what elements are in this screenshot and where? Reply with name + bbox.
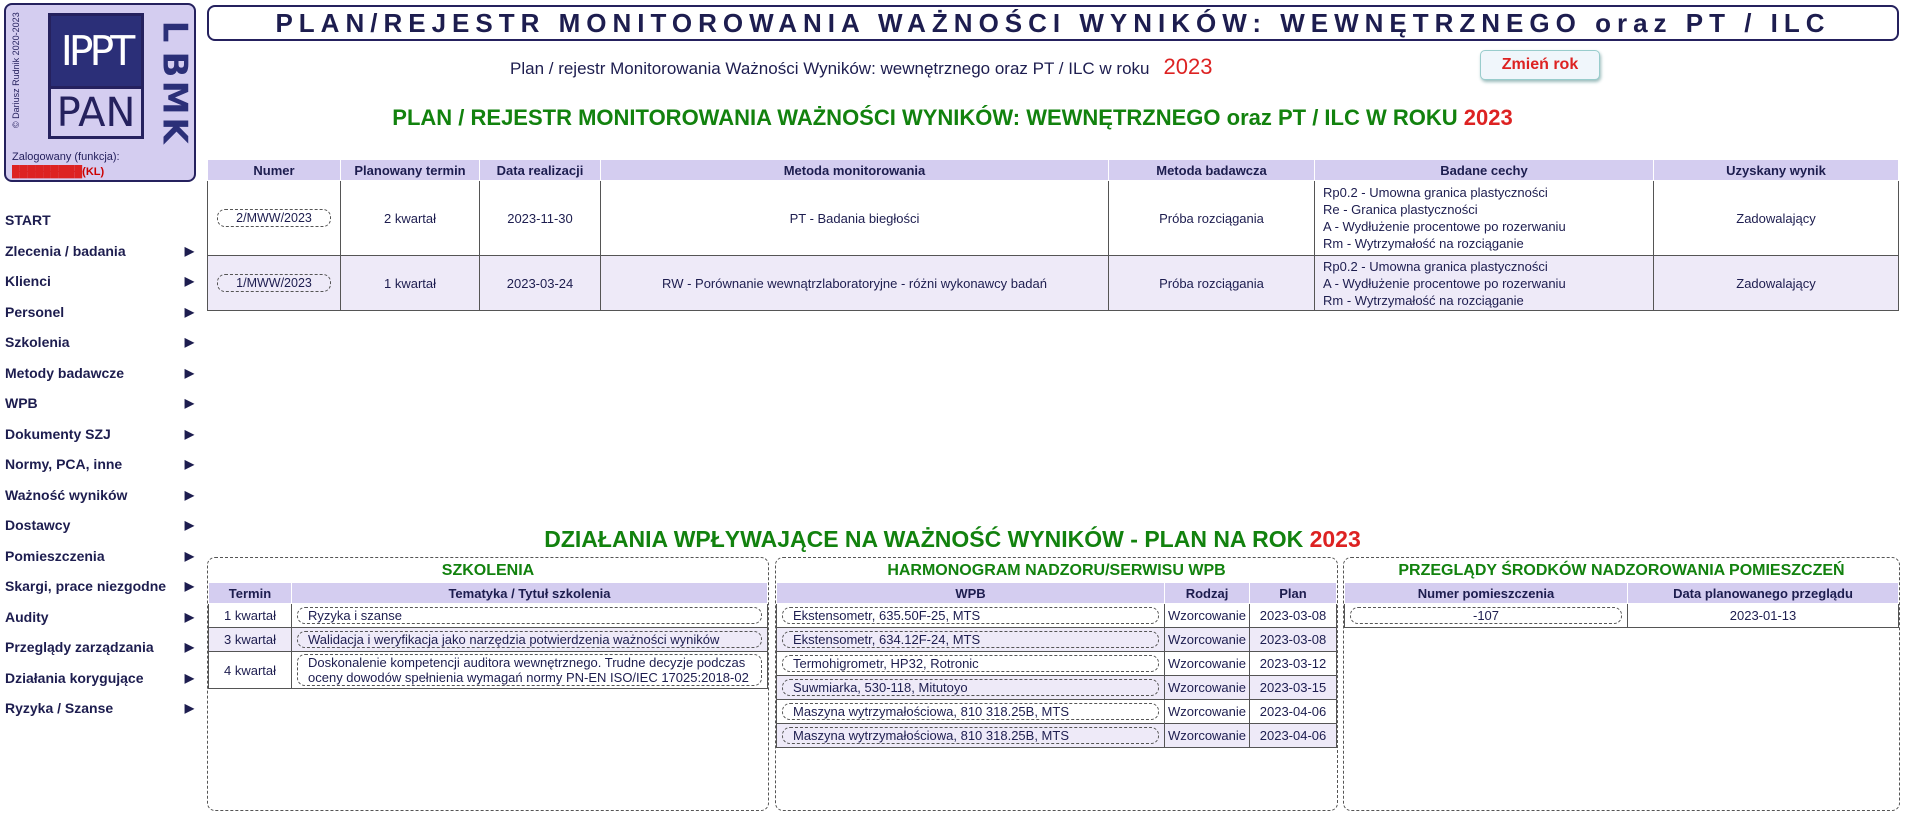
table-row (209, 604, 768, 628)
menu-item[interactable] (0, 236, 200, 267)
tested-feature: A - Wydłużenie procentowe po rozerwaniu (1323, 275, 1566, 291)
tested-feature: Rm - Wytrzymałość na rozciąganie (1323, 236, 1524, 251)
pan-text: PAN (56, 89, 136, 136)
wpb-type-cell: Wzorcowanie (1165, 652, 1250, 676)
tested-feature: Rp0.2 - Umowna granica plastyczności (1323, 185, 1548, 200)
menu-item-label: Audity (5, 608, 49, 625)
menu-item-label: Dostawcy (5, 517, 71, 534)
menu-item-label: Personel (5, 303, 65, 320)
submenu-arrow-icon: ▶ (184, 365, 194, 380)
table-row (777, 724, 1337, 748)
change-year-button[interactable]: Zmień rok (1480, 50, 1600, 80)
menu-item-label: START (5, 212, 51, 229)
wpb-plan-cell: 2023-03-12 (1250, 652, 1337, 676)
training-panel (207, 557, 769, 811)
submenu-arrow-icon: ▶ (184, 426, 194, 441)
menu-item[interactable] (0, 632, 200, 663)
training-term-cell: 4 kwartał (209, 652, 292, 689)
submenu-arrow-icon: ▶ (184, 609, 194, 624)
wpb-cell (777, 604, 1165, 628)
table-row (777, 676, 1337, 700)
training-title: SZKOLENIA (441, 562, 535, 579)
wpb-plan-cell: 2023-03-08 (1250, 604, 1337, 628)
wpb-title: HARMONOGRAM NADZORU/SERWISU WPB (887, 562, 1226, 579)
rooms-panel (1343, 557, 1900, 811)
submenu-arrow-icon: ▶ (184, 548, 194, 563)
wpb-link[interactable]: Maszyna wytrzymałościowa, 810 318.25B, MTS (782, 703, 1159, 720)
col-header: Numer pomieszczenia (1345, 583, 1628, 604)
tested-feature: Rp0.2 - Umowna granica plastyczności (1323, 258, 1548, 274)
wpb-cell (777, 628, 1165, 652)
copyright-text: © Dariusz Rudnik 2020-2023 (11, 12, 21, 128)
menu-item[interactable] (0, 480, 200, 511)
menu-item-label: Metody badawcze (5, 364, 125, 381)
wpb-type-cell: Wzorcowanie (1165, 676, 1250, 700)
user-role: (KL) (82, 166, 105, 178)
table-row (209, 652, 768, 689)
training-topic-link[interactable]: Walidacja i weryfikacja jako narzędzia potwierdzenia ważności wyników (297, 631, 762, 648)
planned-term-cell: 1 kwartał (341, 256, 480, 311)
result-cell: Zadowalający (1654, 256, 1899, 311)
monitoring-table (207, 159, 1899, 311)
training-topic-link[interactable]: Doskonalenie kompetencji auditora wewnętrznego. Trudne decyzje podczas oceny dowodów spełnienia wymagań normy PN-EN ISO/IEC 17025:2018-02 (297, 654, 762, 686)
menu-item-label: Zlecenia / badania (5, 242, 126, 259)
actions-heading-year: 2023 (1309, 526, 1361, 552)
menu-item[interactable] (0, 419, 200, 450)
wpb-link[interactable]: Suwmiarka, 530-118, Mitutoyo (782, 679, 1159, 696)
review-date-cell: 2023-01-13 (1628, 604, 1899, 628)
sidebar-menu (0, 205, 200, 724)
col-header: Badane cechy (1315, 160, 1654, 181)
subtitle-text: Plan / rejestr Monitorowania Ważności Wyników: wewnętrznego oraz PT / ILC w roku (510, 59, 1150, 78)
submenu-arrow-icon: ▶ (184, 701, 194, 716)
training-topic-cell (292, 628, 768, 652)
training-table (208, 582, 768, 689)
col-header: Data realizacji (480, 160, 601, 181)
wpb-cell (777, 724, 1165, 748)
lbmk-letter: L (154, 20, 195, 43)
test-method-cell: Próba rozciągania (1109, 181, 1315, 256)
table-row (777, 700, 1337, 724)
menu-item-label: Normy, PCA, inne (5, 456, 123, 473)
menu-item[interactable] (0, 602, 200, 633)
submenu-arrow-icon: ▶ (184, 487, 194, 502)
tested-feature: A - Wydłużenie procentowe po rozerwaniu (1323, 219, 1566, 234)
col-header: Tematyka / Tytuł szkolenia (292, 583, 768, 604)
menu-item[interactable] (0, 693, 200, 724)
record-number-link[interactable]: 2/MWW/2023 (217, 209, 331, 227)
wpb-plan-cell: 2023-04-06 (1250, 700, 1337, 724)
tested-features-cell (1315, 256, 1654, 311)
tested-features-cell (1315, 181, 1654, 256)
menu-item-label: Pomieszczenia (5, 547, 105, 564)
login-label: Zalogowany (funkcja): (12, 151, 120, 163)
menu-item[interactable] (0, 327, 200, 358)
wpb-type-cell: Wzorcowanie (1165, 628, 1250, 652)
ippt-text: IPPT (51, 16, 141, 89)
col-header: Uzyskany wynik (1654, 160, 1899, 181)
menu-item[interactable] (0, 297, 200, 328)
realization-date-cell: 2023-03-24 (480, 256, 601, 311)
submenu-arrow-icon: ▶ (184, 670, 194, 685)
wpb-type-cell: Wzorcowanie (1165, 604, 1250, 628)
user-name: █████████ (12, 166, 83, 178)
col-header: Data planowanego przeglądu (1628, 583, 1899, 604)
number-cell (208, 181, 341, 256)
logged-user (12, 166, 104, 178)
lbmk-letter: K (154, 117, 195, 144)
planned-term-cell: 2 kwartał (341, 181, 480, 256)
lbmk-letter: B (154, 51, 195, 78)
submenu-arrow-icon: ▶ (184, 518, 194, 533)
page-title: PLAN/REJESTR MONITOROWANIA WAŻNOŚCI WYNIKÓW: WEWNĘTRZNEGO oraz PT / ILC (207, 5, 1899, 41)
submenu-arrow-icon: ▶ (184, 579, 194, 594)
monitoring-method-cell: RW - Porównanie wewnątrzlaboratoryjne - różni wykonawcy badań (601, 256, 1109, 311)
wpb-table (776, 582, 1337, 748)
rooms-title: PRZEGLĄDY ŚRODKÓW NADZOROWANIA POMIESZCZEŃ (1398, 562, 1845, 579)
col-header: Metoda monitorowania (601, 160, 1109, 181)
table-row (777, 652, 1337, 676)
actions-heading-text: DZIAŁANIA WPŁYWAJĄCE NA WAŻNOŚĆ WYNIKÓW - PLAN NA ROK (544, 526, 1304, 552)
col-header: Rodzaj (1165, 583, 1250, 604)
menu-item-label: Przeglądy zarządzania (5, 639, 154, 656)
room-number-cell (1345, 604, 1628, 628)
tested-feature: Re - Granica plastyczności (1323, 202, 1478, 217)
training-term-cell: 3 kwartał (209, 628, 292, 652)
col-header: Planowany termin (341, 160, 480, 181)
monitoring-method-cell: PT - Badania biegłości (601, 181, 1109, 256)
wpb-link[interactable]: Maszyna wytrzymałościowa, 810 318.25B, MTS (782, 727, 1159, 744)
subtitle-year: 2023 (1163, 54, 1213, 79)
wpb-type-cell: Wzorcowanie (1165, 724, 1250, 748)
menu-item-label: Działania korygujące (5, 669, 144, 686)
col-header: Plan (1250, 583, 1337, 604)
submenu-arrow-icon: ▶ (184, 274, 194, 289)
col-header: Metoda badawcza (1109, 160, 1315, 181)
register-heading (0, 105, 1905, 131)
lbmk-letter: M (154, 80, 195, 115)
submenu-arrow-icon: ▶ (184, 335, 194, 350)
wpb-cell (777, 700, 1165, 724)
submenu-arrow-icon: ▶ (184, 457, 194, 472)
submenu-arrow-icon: ▶ (184, 640, 194, 655)
menu-item[interactable] (0, 266, 200, 297)
menu-item[interactable] (0, 571, 200, 602)
wpb-panel (775, 557, 1338, 811)
wpb-type-cell: Wzorcowanie (1165, 700, 1250, 724)
record-number-link[interactable]: 1/MWW/2023 (217, 274, 331, 292)
wpb-plan-cell: 2023-04-06 (1250, 724, 1337, 748)
wpb-link[interactable]: Ekstensometr, 634.12F-24, MTS (782, 631, 1159, 648)
table-row (209, 628, 768, 652)
table-row (777, 628, 1337, 652)
col-header: Termin (209, 583, 292, 604)
wpb-link[interactable]: Termohigrometr, HP32, Rotronic (782, 655, 1159, 672)
menu-item-label: Szkolenia (5, 334, 70, 351)
table-row (208, 256, 1899, 311)
actions-heading (0, 526, 1905, 553)
realization-date-cell: 2023-11-30 (480, 181, 601, 256)
test-method-cell: Próba rozciągania (1109, 256, 1315, 311)
menu-item-label: WPB (5, 395, 38, 412)
submenu-arrow-icon: ▶ (184, 243, 194, 258)
menu-item-label: Klienci (5, 273, 51, 290)
menu-item-label: Dokumenty SZJ (5, 425, 111, 442)
lab-logo (4, 3, 196, 182)
submenu-arrow-icon: ▶ (184, 304, 194, 319)
col-header: WPB (777, 583, 1165, 604)
menu-item[interactable] (0, 358, 200, 389)
training-topic-cell (292, 604, 768, 628)
result-cell: Zadowalający (1654, 181, 1899, 256)
wpb-cell (777, 652, 1165, 676)
page-subtitle (510, 54, 1212, 80)
register-heading-text: PLAN / REJESTR MONITOROWANIA WAŻNOŚCI WYNIKÓW: WEWNĘTRZNEGO oraz PT / ILC W ROKU (392, 105, 1458, 130)
register-heading-year: 2023 (1463, 105, 1513, 130)
wpb-link[interactable]: Ekstensometr, 635.50F-25, MTS (782, 607, 1159, 624)
room-number-link[interactable]: -107 (1350, 607, 1622, 624)
menu-item[interactable] (0, 449, 200, 480)
wpb-plan-cell: 2023-03-08 (1250, 628, 1337, 652)
submenu-arrow-icon: ▶ (184, 396, 194, 411)
wpb-cell (777, 676, 1165, 700)
training-topic-link[interactable]: Ryzyka i szanse (297, 607, 762, 624)
table-row (208, 181, 1899, 256)
table-row (777, 604, 1337, 628)
number-cell (208, 256, 341, 311)
training-topic-cell (292, 652, 768, 689)
rooms-table (1344, 582, 1899, 628)
tested-feature: Rm - Wytrzymałość na rozciąganie (1323, 292, 1524, 308)
menu-item[interactable] (0, 663, 200, 694)
table-row (1345, 604, 1899, 628)
wpb-plan-cell: 2023-03-15 (1250, 676, 1337, 700)
menu-item[interactable] (0, 388, 200, 419)
col-header: Numer (208, 160, 341, 181)
menu-item-label: Skargi, prace niezgodne (5, 578, 167, 595)
training-term-cell: 1 kwartał (209, 604, 292, 628)
menu-item[interactable] (0, 205, 200, 236)
menu-item-label: Ryzyka / Szanse (5, 700, 114, 717)
menu-item-label: Ważność wyników (5, 486, 128, 503)
